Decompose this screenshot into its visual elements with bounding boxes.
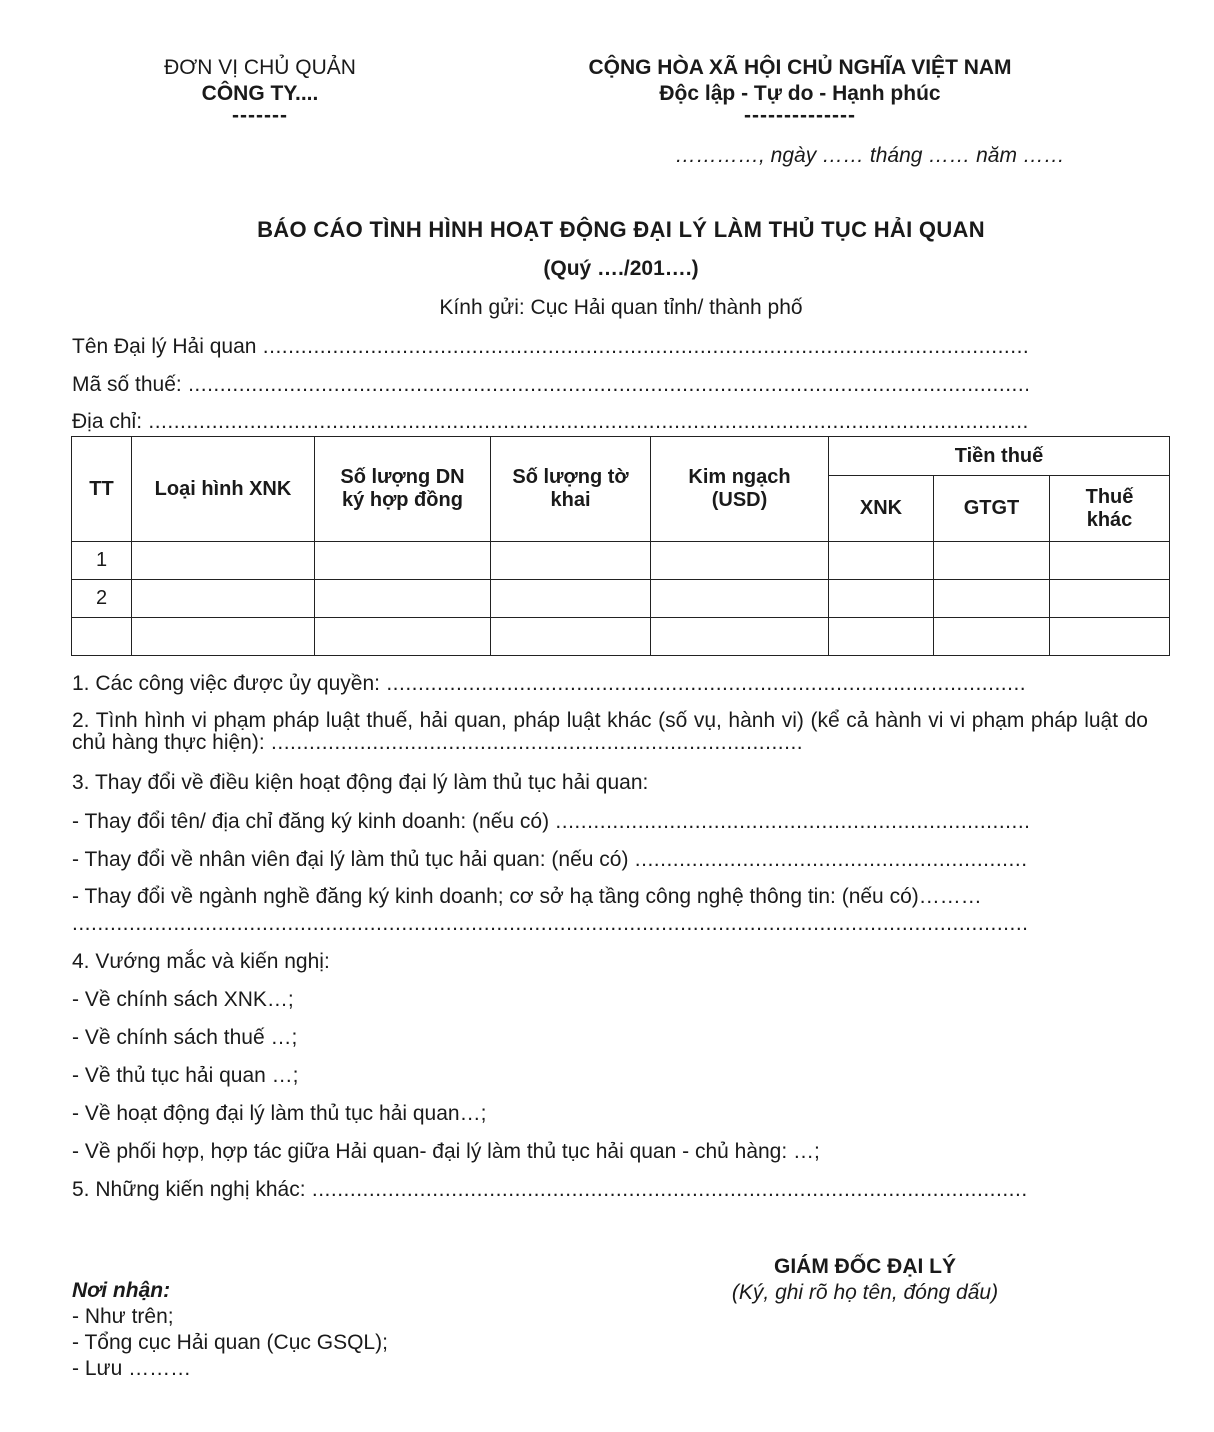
table-cell xyxy=(132,618,315,656)
col-header-dn-count-line1: Số lượng DN xyxy=(340,466,465,488)
col-header-decl-count xyxy=(491,437,651,542)
table-cell xyxy=(1050,580,1170,618)
section-4e: - Về phối hợp, hợp tác giữa Hải quan- đại lý làm thủ tục hải quan - chủ hàng: …; xyxy=(72,1140,820,1163)
col-header-dn-count xyxy=(315,437,491,542)
section-1-text: 1. Các công việc được ủy quyền: ..... xyxy=(72,672,1028,695)
signature-block xyxy=(700,1254,1030,1306)
col-header-type: Loại hình XNK xyxy=(132,437,315,542)
signer-note: (Ký, ghi rõ họ tên, đóng dấu) xyxy=(731,1281,999,1304)
right-separator: -------------- xyxy=(744,104,856,127)
col-header-tax-group: Tiền thuế xyxy=(829,437,1170,476)
recipient-item: - Lưu ……… xyxy=(72,1357,192,1380)
section-3: 3. Thay đổi về điều kiện hoạt động đại lý làm thủ tục hải quan: xyxy=(72,771,649,794)
tax-code-label: Mã số thuế: ..... xyxy=(72,373,1028,396)
left-separator: ------- xyxy=(232,104,288,127)
table-cell xyxy=(315,618,491,656)
signer-title: GIÁM ĐỐC ĐẠI LÝ xyxy=(774,1255,956,1278)
section-4a: - Về chính sách XNK…; xyxy=(72,988,294,1011)
col-header-turnover xyxy=(651,437,829,542)
recipient-item: - Như trên; xyxy=(72,1305,174,1328)
recipient-item: - Tổng cục Hải quan (Cục GSQL); xyxy=(72,1331,388,1354)
section-5-text: 5. Những kiến nghị khác: ..... xyxy=(72,1178,1028,1201)
table-cell xyxy=(491,618,651,656)
table-row xyxy=(72,542,1170,580)
section-3b-text: - Thay đổi về nhân viên đại lý làm thủ tục hải quan: (nếu có) ..... xyxy=(72,848,1028,871)
table-cell xyxy=(829,542,934,580)
recipients-label: Nơi nhận: xyxy=(72,1279,171,1302)
table-cell xyxy=(315,542,491,580)
table-cell xyxy=(829,580,934,618)
section-2 xyxy=(72,710,1148,754)
section-2-dots: .................................................................................... xyxy=(264,731,804,754)
recipients-block xyxy=(72,1278,388,1382)
col-header-tax-other xyxy=(1050,476,1170,542)
table-row xyxy=(72,580,1170,618)
dotted-fill xyxy=(72,912,1028,935)
table-cell xyxy=(934,542,1050,580)
national-header-block xyxy=(520,55,1080,125)
table-cell xyxy=(132,580,315,618)
national-motto: Độc lập - Tự do - Hạnh phúc xyxy=(659,82,941,105)
section-3a-text: - Thay đổi tên/ địa chỉ đăng ký kinh doanh: (nếu có) ..... xyxy=(72,810,1028,833)
table-cell xyxy=(829,618,934,656)
document-title: BÁO CÁO TÌNH HÌNH HOẠT ĐỘNG ĐẠI LÝ LÀM THỦ TỤC HẢI QUAN xyxy=(257,217,985,242)
section-4b: - Về chính sách thuế …; xyxy=(72,1026,298,1049)
section-3b xyxy=(72,848,1028,872)
section-3c: - Thay đổi về ngành nghề đăng ký kinh doanh; cơ sở hạ tầng công nghệ thông tin: (nếu có)……… xyxy=(72,885,982,908)
col-header-tax-other-line2: khác xyxy=(1086,508,1133,531)
section-5 xyxy=(72,1178,1028,1202)
section-4c: - Về thủ tục hải quan …; xyxy=(72,1064,299,1087)
date-line: …………, ngày …… tháng …… năm …… xyxy=(675,144,1065,167)
section-1 xyxy=(72,672,1028,696)
section-3c-dotted-line xyxy=(72,912,1028,936)
document-subtitle: (Quý …./201….) xyxy=(543,257,699,280)
table-row xyxy=(72,618,1170,656)
section-2-text: 2. Tình hình vi phạm pháp luật thuế, hải quan, pháp luật khác (số vụ, hành vi) (kể cả hành vi vi phạm pháp luật do chủ hàng thực hiện): xyxy=(72,709,1148,754)
table-cell xyxy=(934,580,1050,618)
row-number: 2 xyxy=(72,580,132,618)
col-header-turnover-line2: (USD) xyxy=(711,489,768,511)
table-cell xyxy=(491,580,651,618)
issuing-unit-block xyxy=(100,55,420,125)
table-cell xyxy=(1050,618,1170,656)
table-cell xyxy=(132,542,315,580)
row-number xyxy=(72,618,132,656)
table-cell xyxy=(934,618,1050,656)
section-4d: - Về hoạt động đại lý làm thủ tục hải quan…; xyxy=(72,1102,487,1125)
col-header-tt: TT xyxy=(72,437,132,542)
table-cell xyxy=(651,618,829,656)
col-header-turnover-line1: Kim ngạch xyxy=(688,466,791,488)
company-label: CÔNG TY.... xyxy=(201,82,319,105)
table-cell xyxy=(651,542,829,580)
table-cell xyxy=(491,542,651,580)
col-header-tax-gtgt: GTGT xyxy=(934,476,1050,542)
address-field xyxy=(72,410,1028,434)
col-header-dn-count-line2: ký hợp đồng xyxy=(342,489,463,511)
country-name: CỘNG HÒA XÃ HỘI CHỦ NGHĨA VIỆT NAM xyxy=(588,56,1012,79)
row-number: 1 xyxy=(72,542,132,580)
col-header-decl-count-line1: Số lượng tờ xyxy=(512,466,629,488)
section-3a xyxy=(72,810,1028,834)
table-cell xyxy=(1050,542,1170,580)
agent-name-field xyxy=(72,335,1028,359)
section-4: 4. Vướng mắc và kiến nghị: xyxy=(72,950,330,973)
report-table xyxy=(71,436,1170,656)
col-header-tax-xnk: XNK xyxy=(829,476,934,542)
table-cell xyxy=(651,580,829,618)
recipient-line: Kính gửi: Cục Hải quan tỉnh/ thành phố xyxy=(439,296,803,319)
address-label: Địa chỉ: ..... xyxy=(72,410,1028,433)
tax-code-field xyxy=(72,373,1028,397)
parent-org-label: ĐƠN VỊ CHỦ QUẢN xyxy=(164,56,356,79)
agent-name-label: Tên Đại lý Hải quan ..... xyxy=(72,335,1028,358)
col-header-tax-other-line1: Thuế xyxy=(1085,485,1134,508)
col-header-decl-count-line2: khai xyxy=(550,489,591,511)
table-cell xyxy=(315,580,491,618)
